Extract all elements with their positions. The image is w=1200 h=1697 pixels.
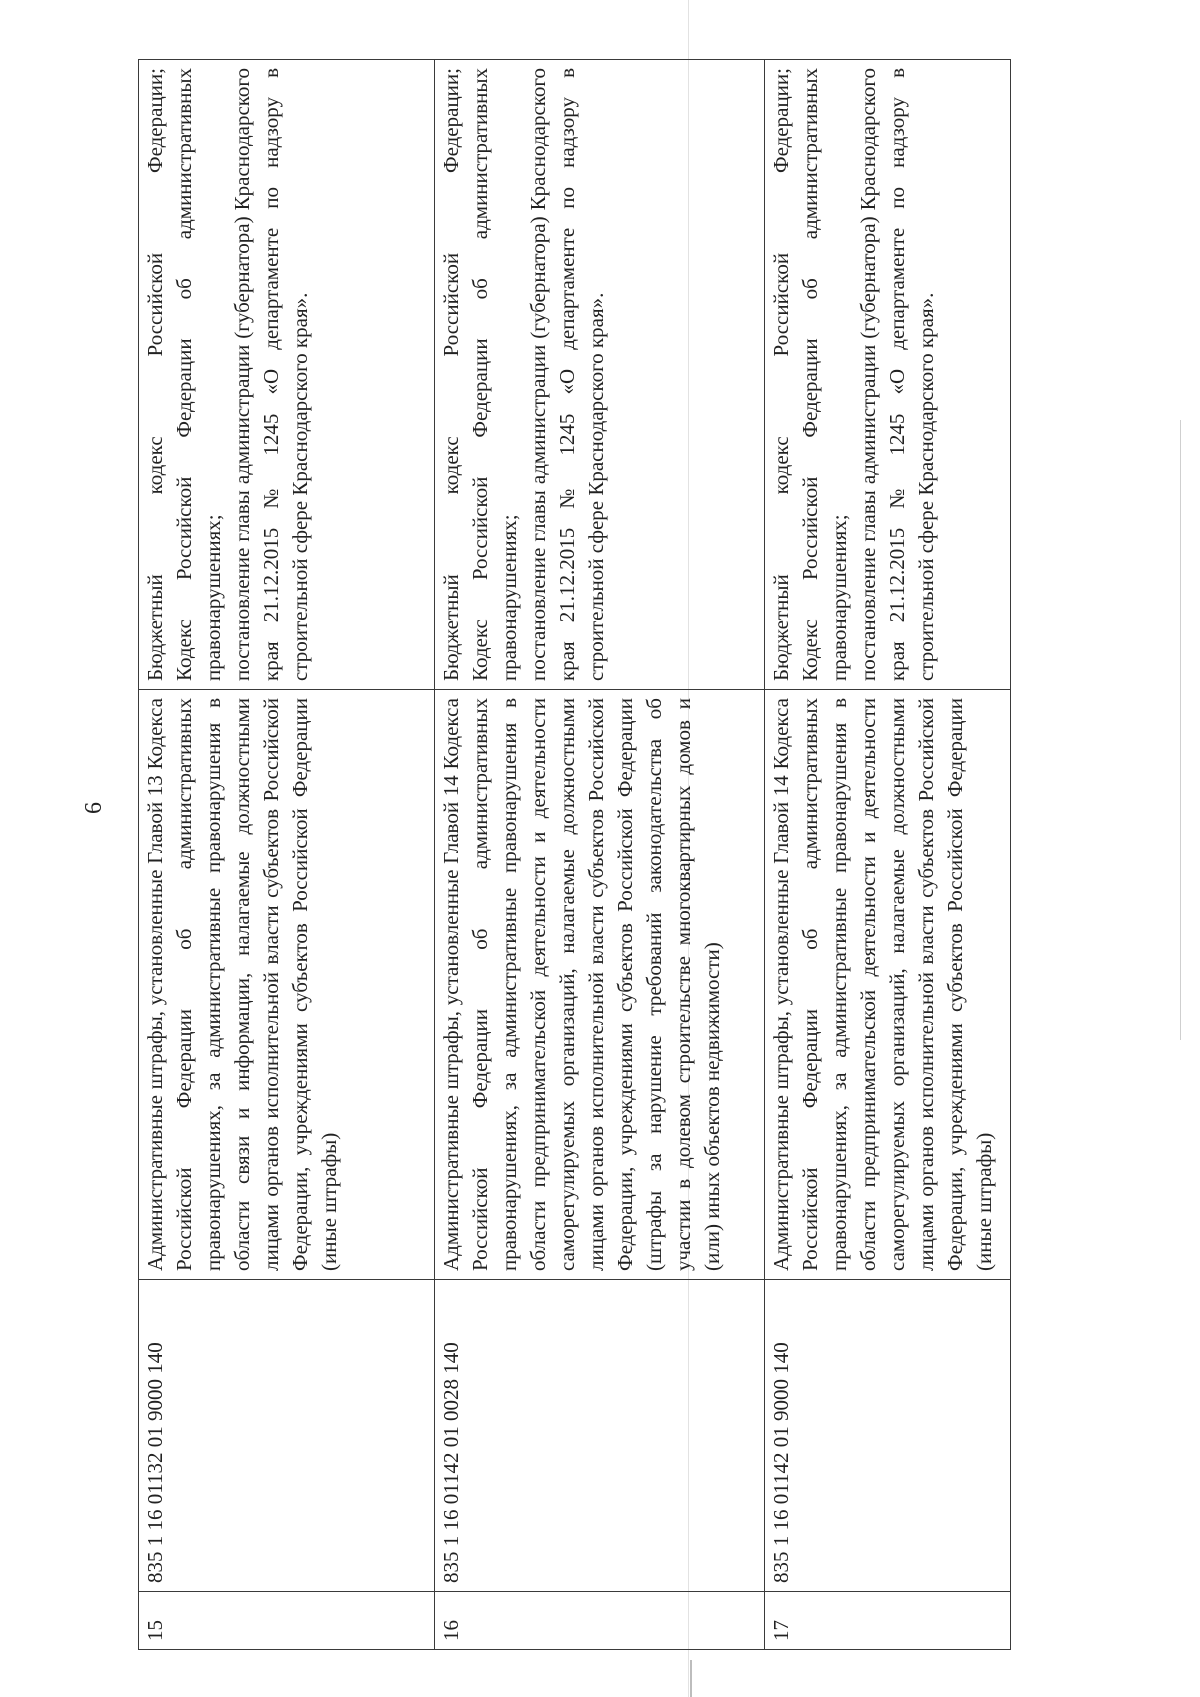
row-number: 16 <box>435 1592 765 1650</box>
legal-basis-item: Кодекс Российской Федерации об административных правонарушениях; <box>468 68 521 681</box>
row-number: 17 <box>765 1592 1011 1650</box>
legal-basis-item: Кодекс Российской Федерации об административных правонарушениях; <box>798 68 851 681</box>
fine-description: Административные штрафы, установленные Главой 14 Кодекса Российской Федерации об административных правонарушениях, за административные правонарушения в области предпринимательской деятельности и деятельности саморегулируемых организаций, налагаемые должностными лицами органов исполнительной власти субъектов Российской Федерации, учреждениями субъектов Российской Федерации (штрафы за нарушение требований законодательства об участии в долевом строительстве многоквартирных домов и (или) иных объектов недвижимости) <box>435 690 765 1280</box>
table-row <box>765 60 1011 1650</box>
legal-basis <box>139 60 435 690</box>
budget-code: 835 1 16 01142 01 9000 140 <box>765 1280 1011 1592</box>
legal-basis-item: постановление главы администрации (губернатора) Краснодарского края 21.12.2015 № 1245 «О департаменте по надзору в строительной сфере Краснодарского края». <box>230 68 312 681</box>
page-number <box>82 790 112 830</box>
table-row <box>435 60 765 1650</box>
legal-basis <box>435 60 765 690</box>
scan-artifact-line <box>1180 420 1181 1040</box>
legal-basis-item: постановление главы администрации (губернатора) Краснодарского края 21.12.2015 № 1245 «О департаменте по надзору в строительной сфере Краснодарского края». <box>526 68 608 681</box>
legal-basis-item: Бюджетный кодекс Российской Федерации; <box>769 68 793 681</box>
table-row <box>139 60 435 1650</box>
income-codes-table <box>138 59 1011 1650</box>
legal-basis-item: Бюджетный кодекс Российской Федерации; <box>143 68 167 681</box>
page-number-text: 6 <box>81 802 107 814</box>
fine-description: Административные штрафы, установленные Главой 14 Кодекса Российской Федерации об административных правонарушениях, за административные правонарушения в области предпринимательской деятельности и деятельности саморегулируемых организаций, налагаемые должностными лицами органов исполнительной власти субъектов Российской Федерации, учреждениями субъектов Российской Федерации (иные штрафы) <box>765 690 1011 1280</box>
legal-basis <box>765 60 1011 690</box>
row-number: 15 <box>139 1592 435 1650</box>
legal-basis-item: постановление главы администрации (губернатора) Краснодарского края 21.12.2015 № 1245 «О департаменте по надзору в строительной сфере Краснодарского края». <box>856 68 938 681</box>
legal-basis-item: Кодекс Российской Федерации об административных правонарушениях; <box>172 68 225 681</box>
fine-description: Административные штрафы, установленные Главой 13 Кодекса Российской Федерации об административных правонарушениях, за административные правонарушения в области связи и информации, налагаемые должностными лицами органов исполнительной власти субъектов Российской Федерации, учреждениями субъектов Российской Федерации (иные штрафы) <box>139 690 435 1280</box>
legal-basis-item: Бюджетный кодекс Российской Федерации; <box>439 68 463 681</box>
budget-code: 835 1 16 01142 01 0028 140 <box>435 1280 765 1592</box>
scan-artifact-line <box>690 1660 692 1697</box>
budget-code: 835 1 16 01132 01 9000 140 <box>139 1280 435 1592</box>
rotated-table-container <box>138 60 1010 1650</box>
